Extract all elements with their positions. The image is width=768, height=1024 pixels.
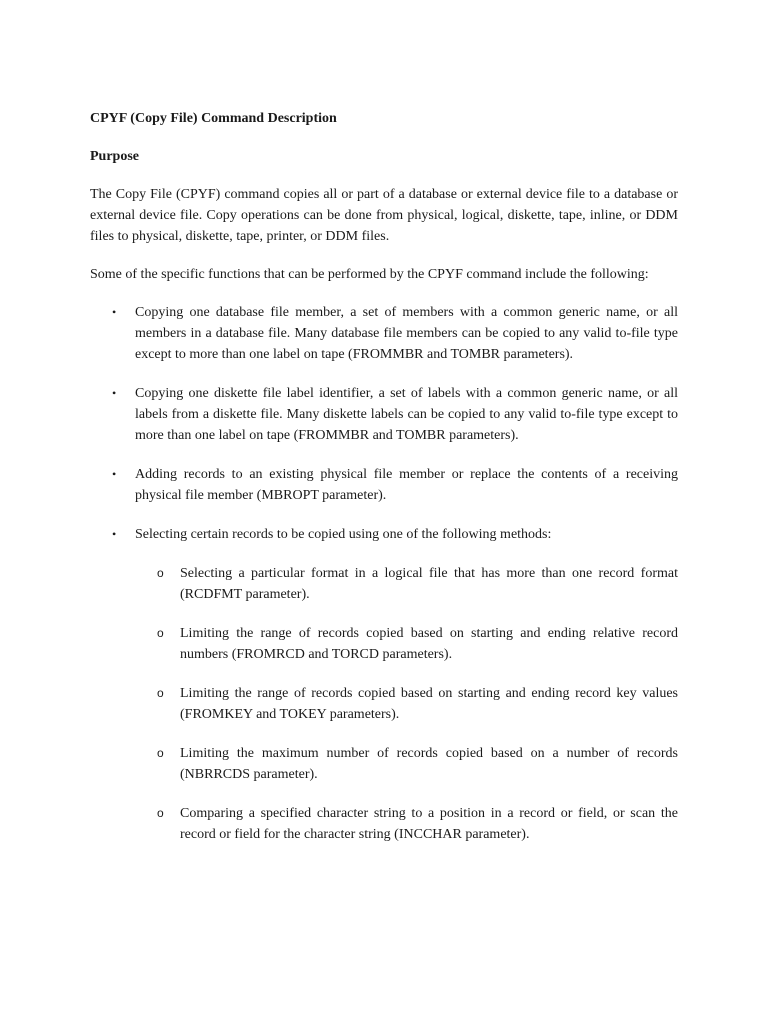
bullet-icon: • [112, 527, 117, 541]
sub-list-item [135, 563, 678, 605]
sub-bullet-icon: o [157, 626, 164, 640]
list-item-text: Adding records to an existing physical file member or replace the contents of a receiving physical file member (MBROPT parameter). [135, 467, 678, 503]
list-item [90, 383, 678, 446]
paragraph-functions: Some of the specific functions that can be performed by the CPYF command include the following: [90, 267, 649, 282]
sub-list-item [135, 683, 678, 725]
sub-bullet-icon: o [157, 686, 164, 700]
sub-list-item [135, 623, 678, 665]
document-page [90, 108, 678, 863]
sub-bullet-icon: o [157, 746, 164, 760]
bullet-icon: • [112, 386, 117, 400]
list-item-text: Copying one diskette file label identifier, a set of labels with a common generic name, or all labels from a diskette file. Many diskette labels can be copied to any valid to-file type except to more than one label on tape (FROMMBR and TOMBR parameters). [135, 386, 678, 443]
sub-list-item-text: Limiting the maximum number of records copied based on a number of records (NBRRCDS parameter). [180, 746, 678, 782]
list-item [90, 464, 678, 506]
sub-list-item [135, 743, 678, 785]
section-heading-purpose: Purpose [90, 149, 139, 164]
selection-method-list [135, 563, 678, 845]
list-item [90, 302, 678, 365]
list-item-text: Copying one database file member, a set of members with a common generic name, or all members in a database file. Many database file members can be copied to any valid to-file type except to more than one label on tape (FROMMBR and TOMBR parameters). [135, 305, 678, 362]
bullet-icon: • [112, 305, 117, 319]
sub-list-item-text: Limiting the range of records copied based on starting and ending relative record numbers (FROMRCD and TORCD parameters). [180, 626, 678, 662]
list-item-text: Selecting certain records to be copied using one of the following methods: [135, 527, 552, 542]
bullet-icon: • [112, 467, 117, 481]
function-list [90, 302, 678, 845]
list-item [90, 524, 678, 845]
sub-list-item [135, 803, 678, 845]
sub-bullet-icon: o [157, 806, 164, 820]
sub-bullet-icon: o [157, 566, 164, 580]
sub-list-item-text: Comparing a specified character string to a position in a record or field, or scan the record or field for the character string (INCCHAR parameter). [180, 806, 678, 842]
sub-list-item-text: Selecting a particular format in a logical file that has more than one record format (RCDFMT parameter). [180, 566, 678, 602]
document-title: CPYF (Copy File) Command Description [90, 111, 337, 126]
sub-list-item-text: Limiting the range of records copied based on starting and ending record key values (FROMKEY and TOKEY parameters). [180, 686, 678, 722]
paragraph-intro: The Copy File (CPYF) command copies all or part of a database or external device file to a database or external device file. Copy operations can be done from physical, logical, diskette, tape, inline, or DDM files to physical, diskette, tape, printer, or DDM files. [90, 187, 678, 244]
